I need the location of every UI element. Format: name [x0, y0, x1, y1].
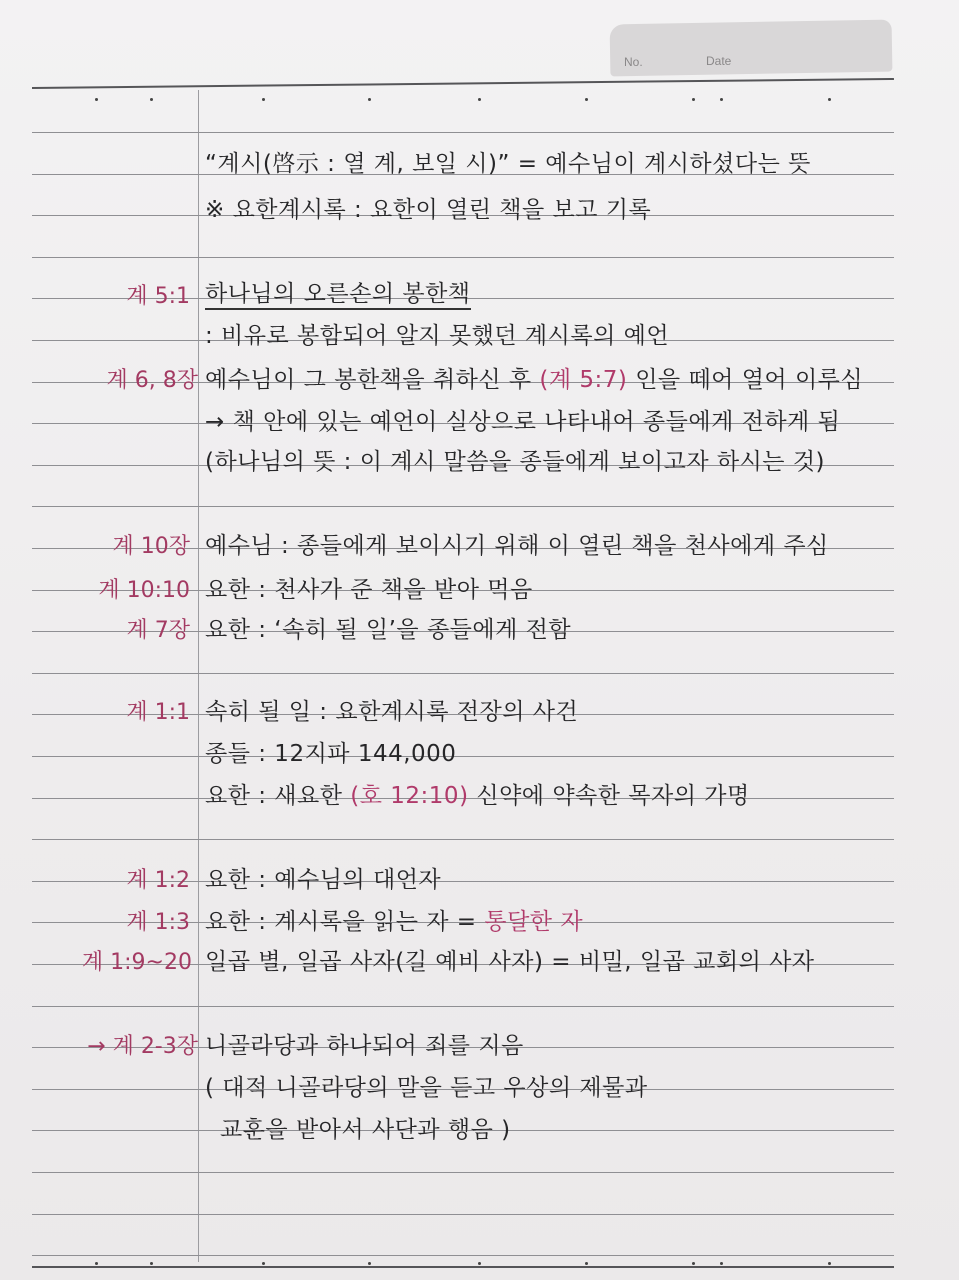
- note-line: 속히 될 일 : 요한계시록 전장의 사건: [205, 699, 579, 725]
- edge-dot: [95, 98, 98, 101]
- note-line: 요한 : 예수님의 대언자: [205, 867, 442, 893]
- note-line: 교훈을 받아서 사단과 행음 ): [220, 1117, 511, 1143]
- ruled-line: [32, 132, 894, 133]
- top-rule: [32, 78, 894, 89]
- date-label: Date: [706, 54, 732, 68]
- ruled-line: [32, 506, 894, 507]
- note-line: 예수님 : 종들에게 보이시기 위해 이 열린 책을 천사에게 주심: [205, 533, 829, 559]
- ruled-line: [32, 1255, 894, 1256]
- note-line: 일곱 별, 일곱 사자(길 예비 사자) = 비밀, 일곱 교회의 사자: [205, 949, 815, 975]
- bottom-rule: [32, 1266, 894, 1268]
- ruled-line: [32, 756, 894, 757]
- edge-dot: [150, 1262, 153, 1265]
- note-line: ( 대적 니골라당의 말을 듣고 우상의 제물과: [205, 1075, 648, 1101]
- note-line: 요한 : 계시록을 읽는 자 = 통달한 자: [205, 898, 583, 936]
- highlighted-term: 통달한 자: [484, 909, 584, 935]
- verse-reference: 계 1:9~20: [81, 950, 192, 975]
- edge-dot: [478, 98, 481, 101]
- note-line: 요한 : ‘속히 될 일’을 종들에게 전함: [205, 617, 572, 643]
- verse-reference: 계 1:3: [126, 910, 190, 935]
- no-label: No.: [624, 55, 643, 69]
- verse-reference: 계 10:10: [98, 578, 190, 603]
- edge-dot: [95, 1262, 98, 1265]
- edge-dot: [828, 1262, 831, 1265]
- ruled-line: [32, 1172, 894, 1173]
- verse-citation: (계 5:7): [539, 367, 628, 393]
- note-line: “계시(啓示 : 열 계, 보일 시)” = 예수님이 계시하셨다는 뜻: [205, 151, 811, 177]
- note-line: 종들 : 12지파 144,000: [205, 741, 457, 767]
- edge-dot: [692, 98, 695, 101]
- edge-dot: [692, 1262, 695, 1265]
- edge-dot: [262, 1262, 265, 1265]
- verse-reference: 계 6, 8장: [106, 368, 198, 393]
- ruled-line: [32, 1214, 894, 1215]
- verse-reference: 계 10장: [112, 534, 190, 559]
- verse-reference: → 계 2-3장: [87, 1034, 198, 1059]
- note-line: (하나님의 뜻 : 이 계시 말씀을 종들에게 보이고자 하시는 것): [205, 449, 826, 475]
- ruled-line: [32, 257, 894, 258]
- edge-dot: [368, 98, 371, 101]
- note-line: 니골라당과 하나되어 죄를 지음: [205, 1033, 524, 1059]
- ruled-line: [32, 673, 894, 674]
- edge-dot: [585, 1262, 588, 1265]
- note-line: : 비유로 봉함되어 알지 못했던 계시록의 예언: [205, 323, 670, 349]
- ruled-line: [32, 1006, 894, 1007]
- note-line: 요한 : 천사가 준 책을 받아 먹음: [205, 577, 533, 603]
- verse-reference: 계 1:2: [126, 868, 190, 893]
- edge-dot: [368, 1262, 371, 1265]
- note-line: 요한 : 새요한 (호 12:10) 신약에 약속한 목자의 가명: [205, 772, 750, 810]
- ruled-line: [32, 839, 894, 840]
- edge-dot: [150, 98, 153, 101]
- verse-reference: 계 7장: [126, 618, 190, 643]
- note-line: ※ 요한계시록 : 요한이 열린 책을 보고 기록: [205, 197, 652, 223]
- edge-dot: [585, 98, 588, 101]
- edge-dot: [478, 1262, 481, 1265]
- margin-line: [198, 90, 199, 1262]
- verse-reference: 계 1:1: [126, 700, 190, 725]
- edge-dot: [720, 1262, 723, 1265]
- edge-dot: [720, 98, 723, 101]
- edge-dot: [262, 98, 265, 101]
- note-line: 예수님이 그 봉한책을 취하신 후 (계 5:7) 인을 떼어 열어 이루심: [205, 356, 863, 394]
- verse-citation: (호 12:10): [350, 783, 469, 809]
- note-line: 하나님의 오른손의 봉한책: [205, 272, 471, 310]
- no-date-header-box: [610, 20, 893, 77]
- verse-reference: 계 5:1: [126, 284, 190, 309]
- note-line: → 책 안에 있는 예언이 실상으로 나타내어 종들에게 전하게 됨: [205, 409, 841, 435]
- edge-dot: [828, 98, 831, 101]
